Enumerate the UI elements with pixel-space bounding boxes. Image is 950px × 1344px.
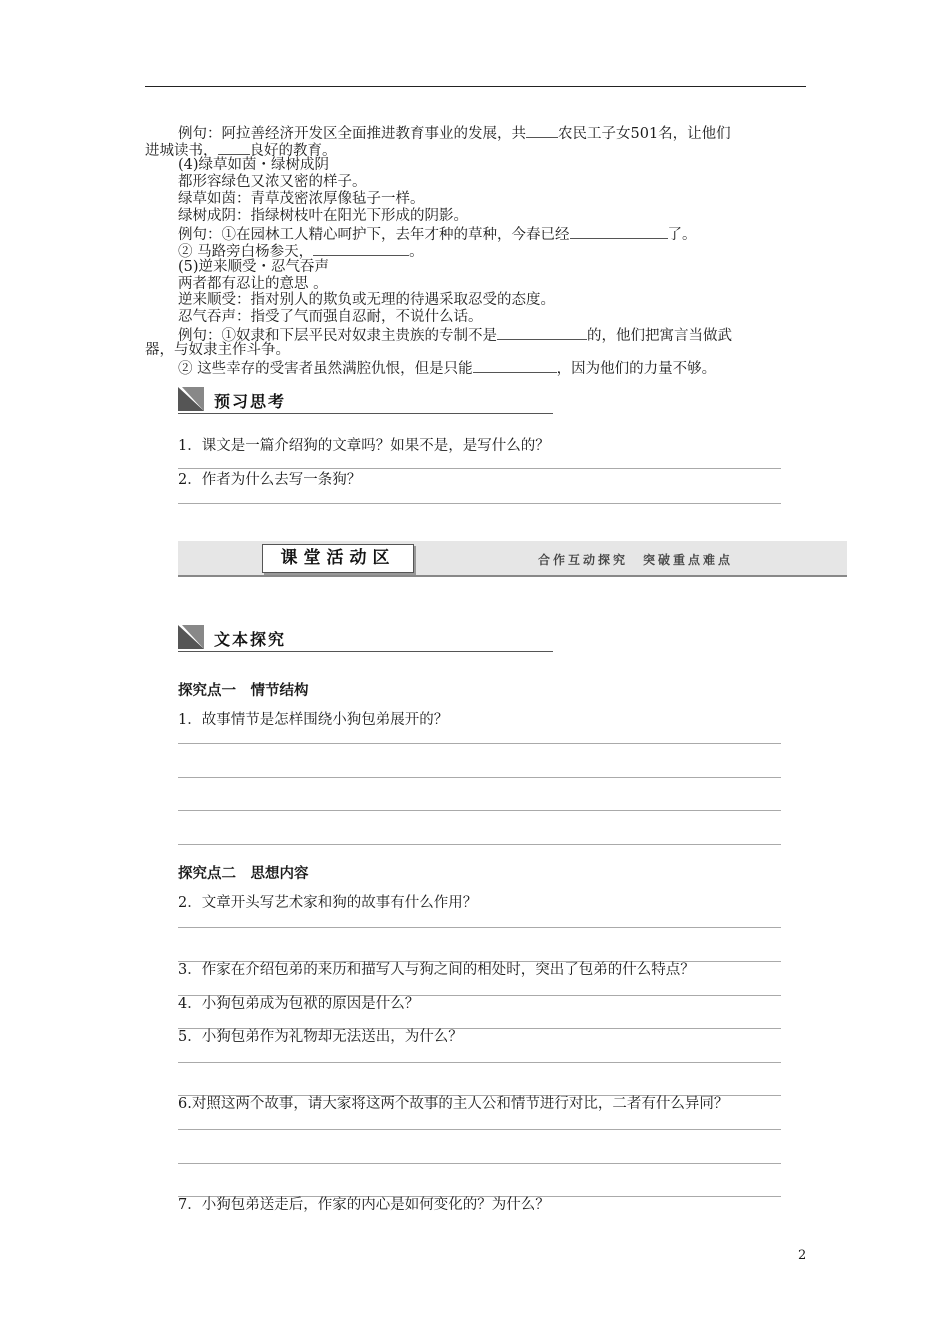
vocab-line: (4)绿草如茵・绿树成阴 xyxy=(178,157,330,173)
answer-line[interactable] xyxy=(178,743,781,744)
answer-line[interactable] xyxy=(178,810,781,811)
question: 1．课文是一篇介绍狗的文章吗？如果不是，是写什么的？ xyxy=(178,438,550,454)
vocab-line: 例句：①在园林工人精心呵护下，去年才种的草种，今春已经 了。 xyxy=(178,227,697,243)
section-heading-text-explore: 文本探究 xyxy=(178,625,553,652)
banner-title-box xyxy=(262,544,414,573)
fill-blank[interactable] xyxy=(218,141,250,155)
vocab-line: 都形容绿色又浓又密的样子。 xyxy=(178,174,367,190)
answer-line[interactable] xyxy=(178,777,781,778)
fill-blank[interactable] xyxy=(473,359,557,373)
explore-point-title: 探究点一 情节结构 xyxy=(178,683,309,699)
vocab-line: 两者都有忍让的意思 。 xyxy=(178,276,328,292)
question: 7．小狗包弟送走后，作家的内心是如何变化的？为什么？ xyxy=(178,1197,550,1213)
page-number: 2 xyxy=(798,1248,807,1263)
answer-line[interactable] xyxy=(178,844,781,845)
vocab-line: 器，与奴隶主作斗争。 xyxy=(145,342,290,358)
vocab-line: ② 这些幸存的受害者虽然满腔仇恨，但是只能 ，因为他们的力量不够。 xyxy=(178,361,717,377)
question: 3．作家在介绍包弟的来历和描写人与狗之间的相处时，突出了包弟的什么特点？ xyxy=(178,962,695,978)
answer-line[interactable] xyxy=(178,503,781,504)
fill-blank[interactable] xyxy=(526,124,558,138)
question: 6.对照这两个故事，请大家将这两个故事的主人公和情节进行对比，二者有什么异同？ xyxy=(178,1096,729,1112)
answer-line[interactable] xyxy=(178,468,781,469)
section-banner xyxy=(178,541,847,577)
vocab-line: (5)逆来顺受・忍气吞声 xyxy=(178,259,330,275)
vocab-line: 例句：阿拉善经济开发区全面推进教育事业的发展，共 农民工子女501名，让他们 xyxy=(178,126,731,142)
banner-subtitle: 合作互动探究 突破重点难点 xyxy=(538,553,734,567)
question: 2．文章开头写艺术家和狗的故事有什么作用？ xyxy=(178,895,478,911)
answer-line[interactable] xyxy=(178,1129,781,1130)
vocab-line: 绿树成阴：指绿树枝叶在阳光下形成的阴影。 xyxy=(178,208,468,224)
question: 4．小狗包弟成为包袱的原因是什么？ xyxy=(178,996,420,1012)
vocab-line: ② 马路旁白杨参天， 。 xyxy=(178,244,424,260)
vocab-line: 进城读书， 良好的教育。 xyxy=(145,143,337,159)
vocab-line: 绿草如茵：青草茂密浓厚像毡子一样。 xyxy=(178,191,425,207)
answer-line[interactable] xyxy=(178,927,781,928)
fill-blank[interactable] xyxy=(570,225,668,239)
header-rule xyxy=(145,86,806,87)
explore-point-title: 探究点二 思想内容 xyxy=(178,866,309,882)
vocab-line: 忍气吞声：指受了气而强自忍耐，不说什么话。 xyxy=(178,309,483,325)
vocab-line: 逆来顺受：指对别人的欺负或无理的待遇采取忍受的态度。 xyxy=(178,292,555,308)
question: 1．故事情节是怎样围绕小狗包弟展开的？ xyxy=(178,712,449,728)
fill-blank[interactable] xyxy=(313,242,409,256)
question: 2．作者为什么去写一条狗？ xyxy=(178,472,362,488)
fill-blank[interactable] xyxy=(497,326,587,340)
answer-line[interactable] xyxy=(178,1062,781,1063)
vocab-line: 例句：①奴隶和下层平民对奴隶主贵族的专制不是 的，他们把寓言当做武 xyxy=(178,328,732,344)
question: 5．小狗包弟作为礼物却无法送出，为什么？ xyxy=(178,1029,463,1045)
banner-title: 课堂活动区 xyxy=(280,548,396,568)
answer-line[interactable] xyxy=(178,1163,781,1164)
section-heading-preview: 预习思考 xyxy=(178,387,553,414)
